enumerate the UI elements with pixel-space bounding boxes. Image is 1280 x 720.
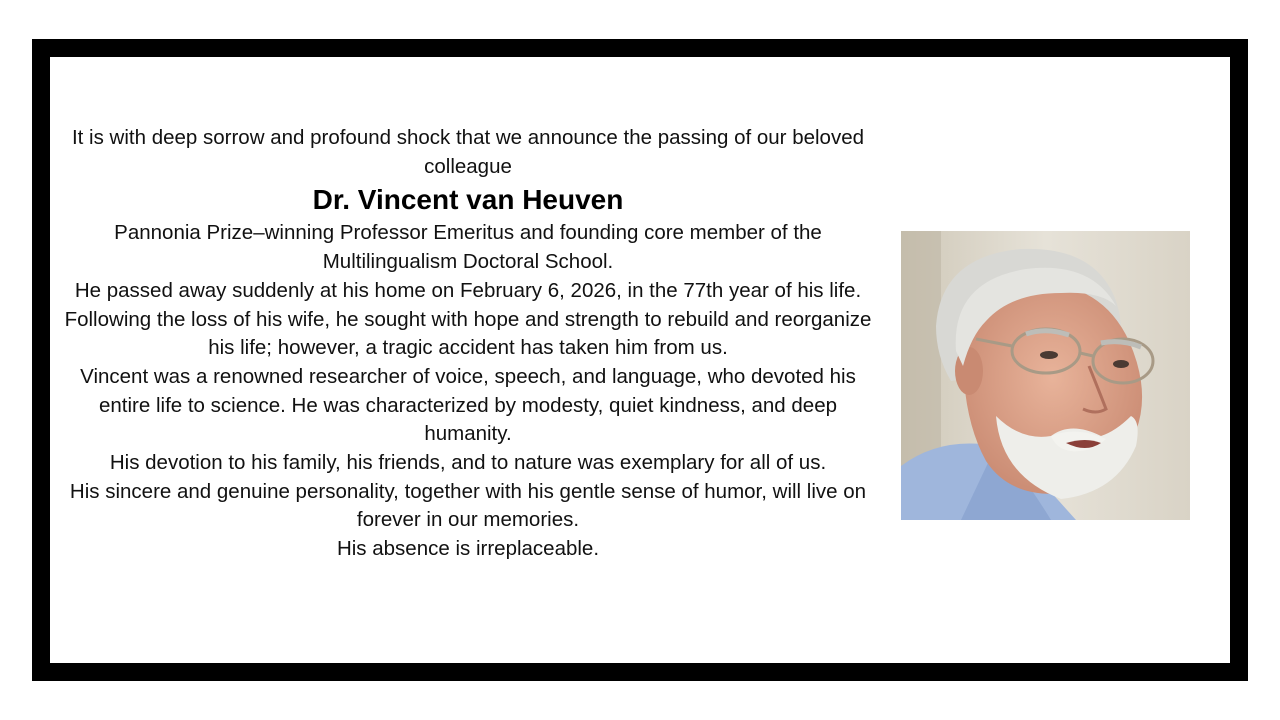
deceased-name: Dr. Vincent van Heuven: [312, 184, 624, 216]
title-text: Pannonia Prize–winning Professor Emeritus and founding core member of the Multilingualism Doctoral School.: [114, 221, 822, 274]
career-text: Vincent was a renowned researcher of voice, speech, and language, who devoted his entire life to science. He was characterized by modesty, quiet kindness, and deep humanity.: [80, 364, 856, 446]
closing-text: His absence is irreplaceable.: [336, 537, 600, 561]
passing-text: He passed away suddenly at his home on February 6, 2026, in the 77th year of his life.: [74, 278, 862, 302]
portrait-photo: [901, 231, 1190, 520]
intro-text: It is with deep sorrow and profound shock that we announce the passing of our beloved colleague: [71, 126, 865, 178]
memorial-text: [56, 124, 880, 564]
loss-text: Following the loss of his wife, he sought with hope and strength to rebuild and reorganize his life; however, a tragic accident has taken him from us.: [64, 307, 872, 360]
personality-text: His sincere and genuine personality, together with his gentle sense of humor, will live on forever in our memories.: [69, 479, 867, 532]
devotion-text: His devotion to his family, his friends, and to nature was exemplary for all of us.: [109, 451, 827, 475]
